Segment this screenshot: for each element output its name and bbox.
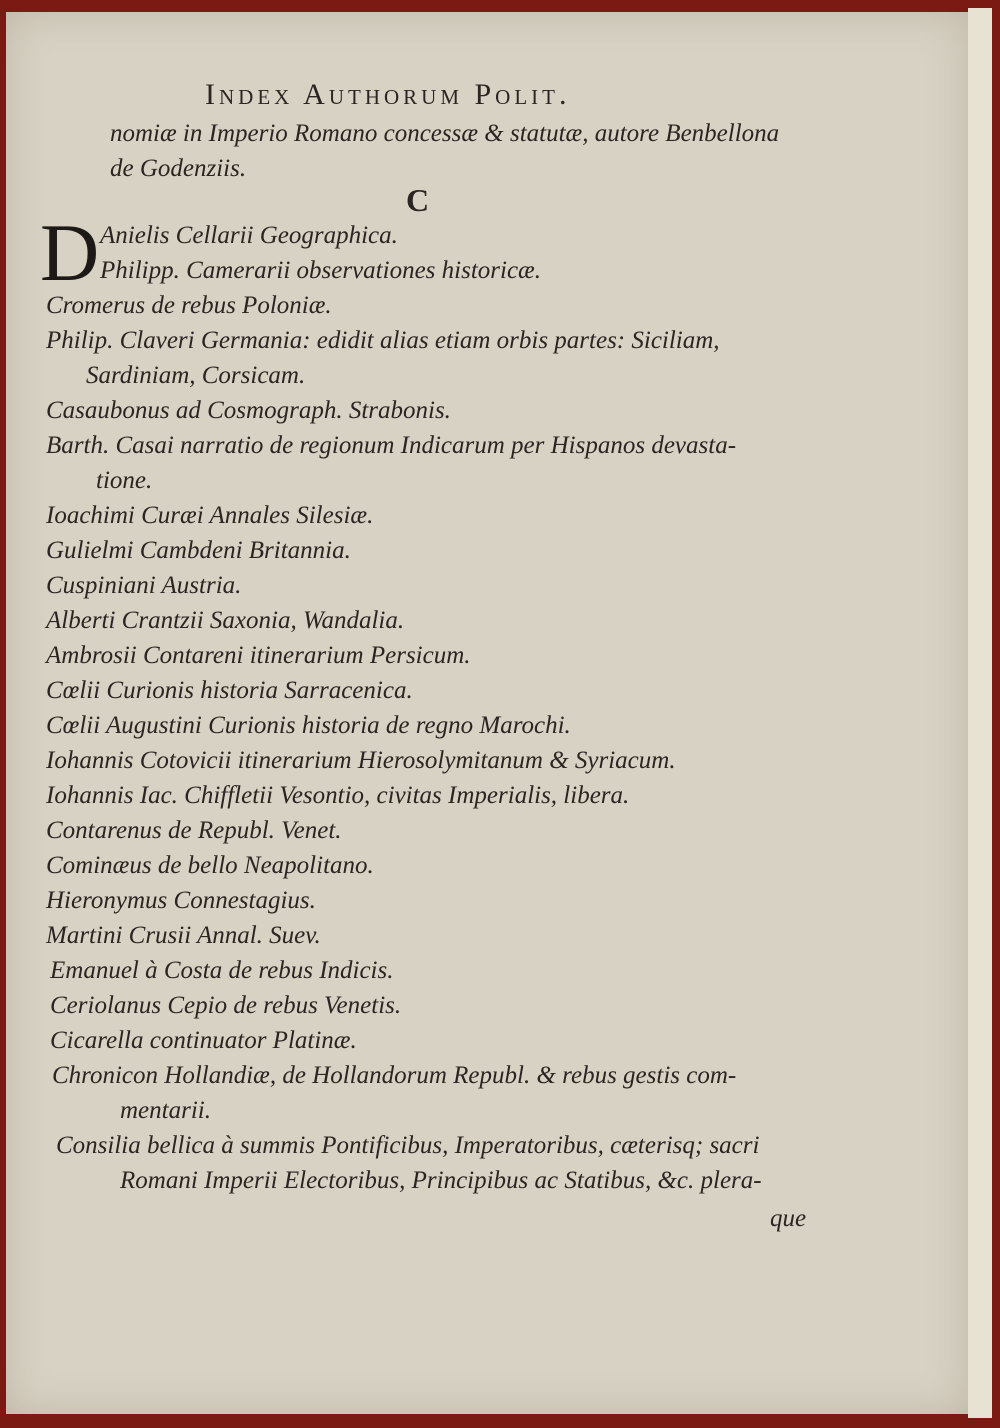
text-line: Chronicon Hollandiæ, de Hollandorum Republ. & rebus gestis com-	[52, 1062, 737, 1089]
text-line: Ceriolanus Cepio de rebus Venetis.	[50, 992, 402, 1019]
text-line: Cœlii Curionis historia Sarracenica.	[46, 677, 413, 704]
text-line: Cicarella continuator Platinæ.	[50, 1027, 357, 1054]
text-line: Consilia bellica à summis Pontificibus, Imperatoribus, cæterisq; sacri	[56, 1132, 760, 1159]
text-line: Cœlii Augustini Curionis historia de regno Marochi.	[46, 712, 571, 739]
text-line: Alberti Crantzii Saxonia, Wandalia.	[46, 607, 405, 634]
text-line: Martini Crusii Annal. Suev.	[46, 922, 321, 949]
running-head: Index Authorum Polit.	[205, 78, 571, 111]
text-line: Romani Imperii Electoribus, Principibus ac Statibus, &c. plera-	[120, 1167, 762, 1194]
text-line: Anielis Cellarii Geographica.	[100, 222, 398, 249]
text-line: mentarii.	[120, 1097, 211, 1124]
text-line: Cromerus de rebus Poloniæ.	[46, 292, 332, 319]
text-line: Ioachimi Curæi Annales Silesiæ.	[46, 502, 374, 529]
text-line: Sardiniam, Corsicam.	[86, 362, 306, 389]
text-line: Cuspiniani Austria.	[46, 572, 242, 599]
text-line: Casaubonus ad Cosmograph. Strabonis.	[46, 397, 451, 424]
text-line: Philip. Claveri Germania: edidit alias etiam orbis partes: Siciliam,	[46, 327, 720, 354]
text-line: Contarenus de Republ. Venet.	[46, 817, 342, 844]
text-line: Cominæus de bello Neapolitano.	[46, 852, 374, 879]
section-letter: C	[406, 182, 430, 218]
text-line: Philipp. Camerarii observationes historicæ.	[100, 257, 541, 284]
text-line: Hieronymus Connestagius.	[46, 887, 316, 914]
text-line: Iohannis Cotovicii itinerarium Hierosolymitanum & Syriacum.	[46, 747, 676, 774]
text-line: de Godenziis.	[110, 155, 247, 182]
page-edge	[968, 8, 992, 1418]
text-line: nomiæ in Imperio Romano concessæ & statutæ, autore Benbellona	[110, 120, 780, 147]
text-line: Gulielmi Cambdeni Britannia.	[46, 537, 351, 564]
text-line: Iohannis Iac. Chiffletii Vesontio, civitas Imperialis, libera.	[46, 782, 630, 809]
text-line: Emanuel à Costa de rebus Indicis.	[50, 957, 394, 984]
drop-cap: D	[40, 207, 100, 298]
text-line: tione.	[96, 467, 153, 494]
catchword: que	[770, 1205, 807, 1232]
text-line: Barth. Casai narratio de regionum Indicarum per Hispanos devasta-	[46, 432, 737, 459]
text-line: Ambrosii Contareni itinerarium Persicum.	[46, 642, 471, 669]
